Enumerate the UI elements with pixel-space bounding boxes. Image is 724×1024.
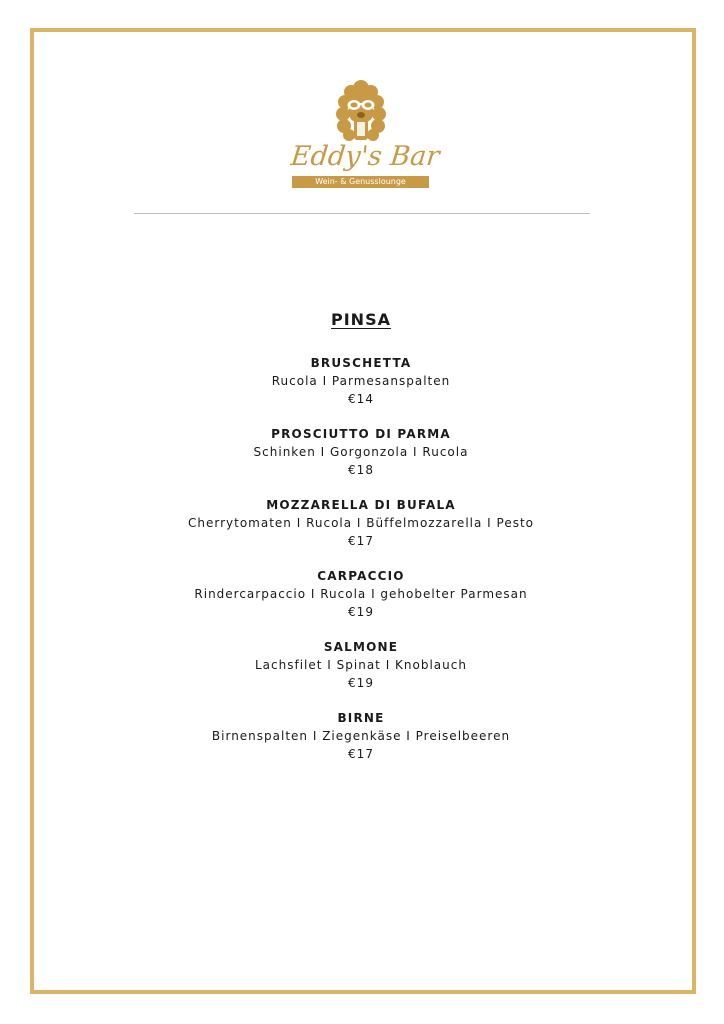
menu-item-price: €17 — [348, 747, 374, 761]
menu-item-price: €17 — [348, 534, 374, 548]
menu-item-price: €19 — [348, 605, 374, 619]
menu-item-name: CARPACCIO — [317, 569, 405, 583]
brand-name: Eddy's Bar — [289, 141, 441, 172]
menu-item — [34, 496, 688, 550]
menu-item — [34, 425, 688, 479]
menu-item — [34, 638, 688, 692]
menu-item — [34, 567, 688, 621]
menu-item-description: Lachsfilet I Spinat I Knoblauch — [255, 658, 467, 672]
menu-item-price: €19 — [348, 676, 374, 690]
brand-tagline: Wein- & Genusslounge — [292, 176, 429, 188]
header-divider — [134, 213, 590, 214]
menu-item-name: BIRNE — [337, 711, 385, 725]
menu-item-name: MOZZARELLA DI BUFALA — [266, 498, 456, 512]
menu-item-description: Schinken I Gorgonzola I Rucola — [253, 445, 469, 459]
brand-logo — [289, 78, 441, 190]
menu-item — [34, 354, 688, 408]
menu-item-description: Rindercarpaccio I Rucola I gehobelter Parmesan — [194, 587, 528, 601]
menu-item-name: PROSCIUTTO DI PARMA — [271, 427, 451, 441]
section-title: PINSA — [331, 310, 391, 329]
menu-item-description: Cherrytomaten I Rucola I Büffelmozzarella I Pesto — [188, 516, 534, 530]
menu-item-description: Rucola I Parmesanspalten — [271, 374, 451, 388]
menu-item-price: €18 — [348, 463, 374, 477]
menu-item — [34, 709, 688, 763]
menu-item-description: Birnenspalten I Ziegenkäse I Preiselbeeren — [211, 729, 511, 743]
dog-mascot-icon — [335, 78, 387, 142]
menu-section — [34, 308, 688, 780]
menu-item-name: BRUSCHETTA — [310, 356, 412, 370]
menu-item-price: €14 — [348, 392, 374, 406]
menu-item-name: SALMONE — [323, 640, 399, 654]
